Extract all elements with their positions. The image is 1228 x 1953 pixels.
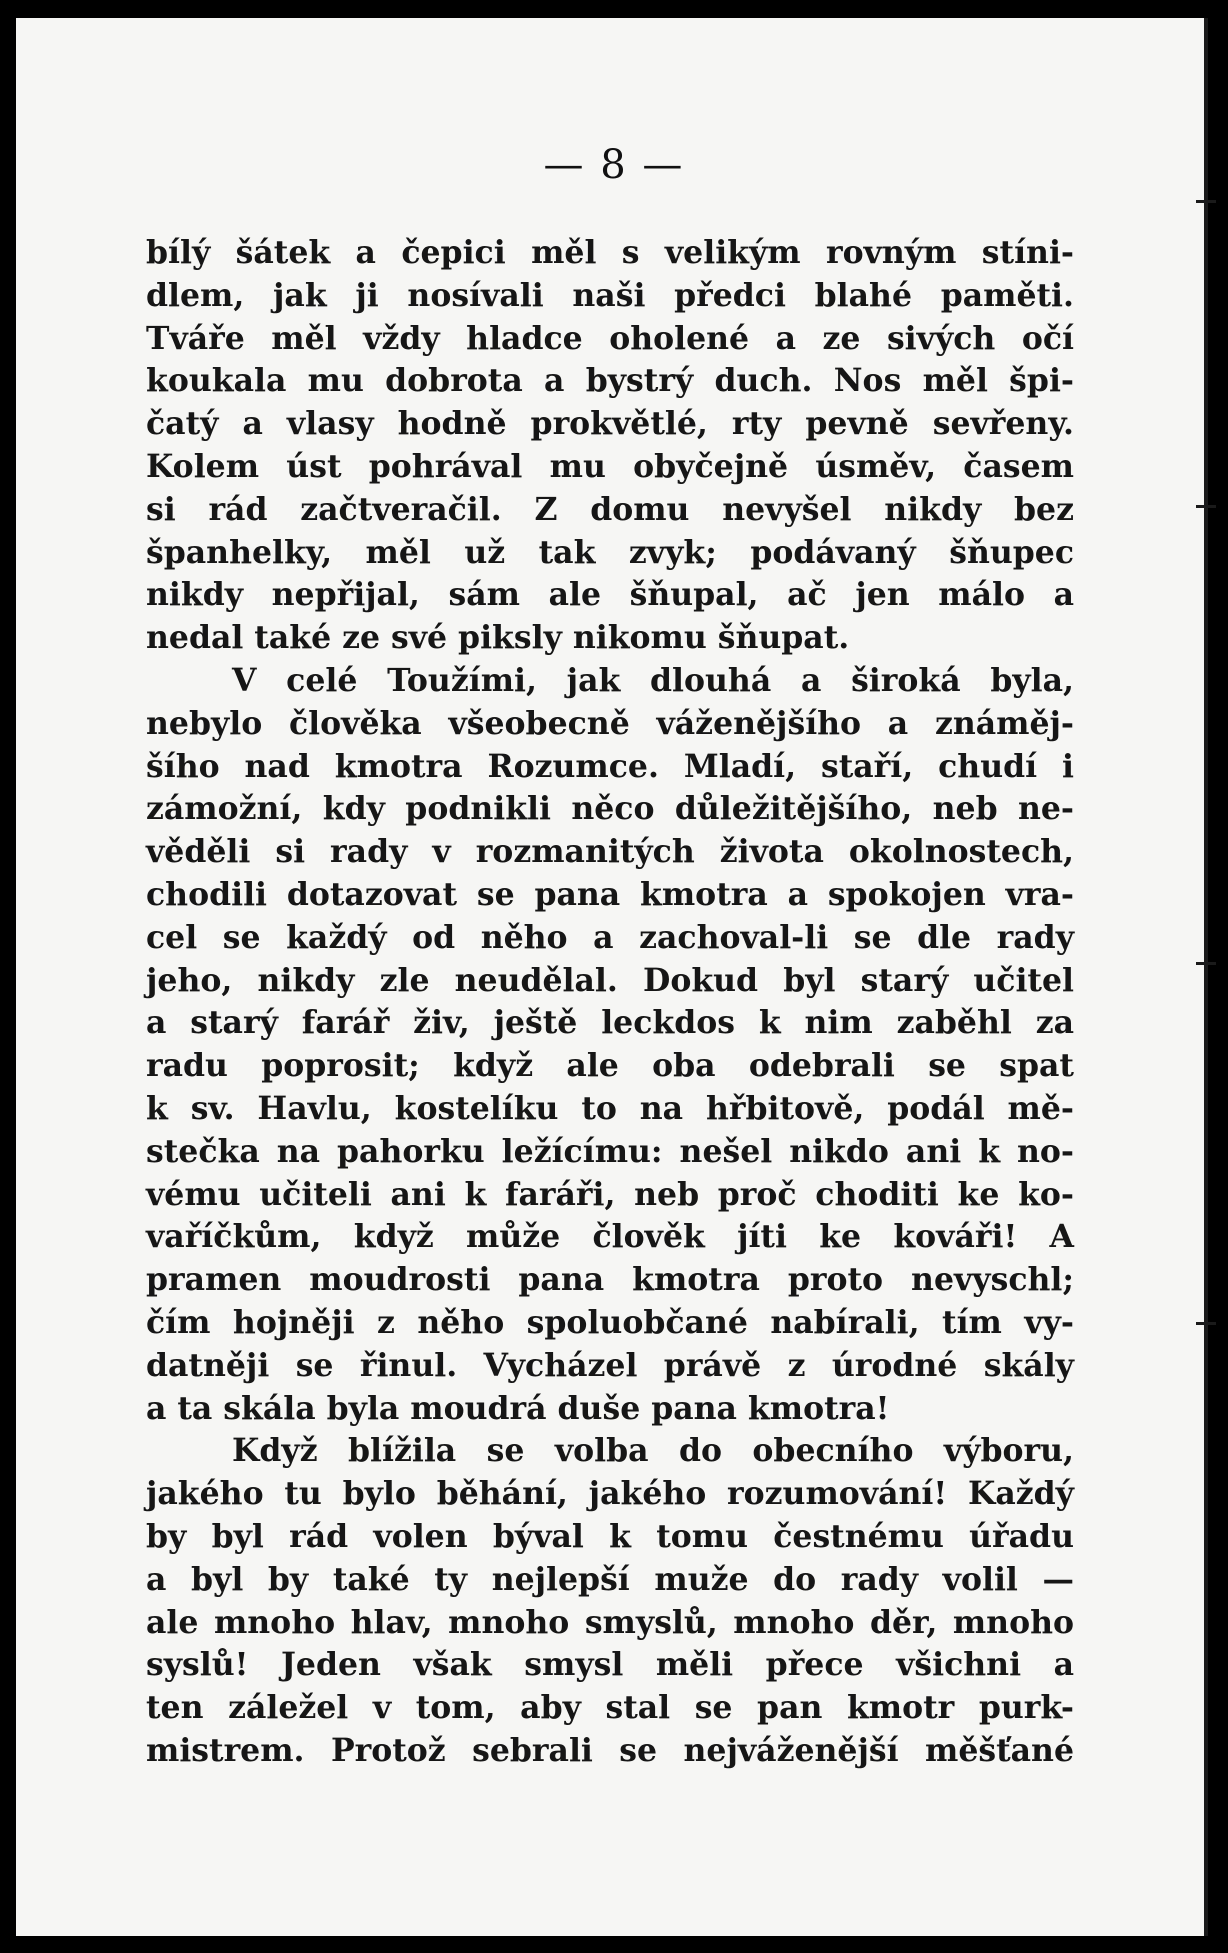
edge-tick (1196, 1322, 1216, 1325)
text-line: čatý a vlasy hodně prokvětlé, rty pevně sevřeny. (146, 405, 1074, 443)
paragraph-start-line: Když blížila se volba do obecního výboru, (232, 1432, 1074, 1470)
text-line: šího nad kmotra Rozumce. Mladí, staří, chudí i (146, 747, 1074, 785)
text-line: španhelky, měl už tak zvyk; podávaný šňupec (146, 533, 1074, 571)
body-text (146, 232, 1074, 1773)
edge-tick (1196, 962, 1216, 965)
text-line: mistrem. Protož sebrali se nejváženější měšťané (146, 1731, 1074, 1769)
text-line: k sv. Havlu, kostelíku to na hřbitově, podál mě- (146, 1089, 1074, 1127)
text-line: nebylo člověka všeobecně váženějšího a známěj- (146, 704, 1074, 742)
text-line: radu poprosit; když ale oba odebrali se spat (146, 1047, 1074, 1085)
text-line: věděli si rady v rozmanitých života okolnostech, (146, 833, 1074, 871)
page-number: — 8 — (543, 142, 685, 188)
text-line: nikdy nepřijal, sám ale šňupal, ač jen málo a (146, 576, 1074, 614)
text-line: vému učiteli ani k faráři, neb proč choditi ke ko- (146, 1175, 1074, 1213)
text-line: stečka na pahorku ležícímu: nešel nikdo ani k no- (146, 1132, 1074, 1170)
text-line: bílý šátek a čepici měl s velikým rovným stíni- (146, 234, 1074, 271)
text-line: dlem, jak ji nosívali naši předci blahé paměti. (146, 276, 1074, 314)
text-line: Tváře měl vždy hladce oholené a ze sivých očí (146, 319, 1074, 357)
edge-tick (1196, 505, 1216, 508)
text-line: vaříčkům, když může člověk jíti ke kováři! A (146, 1218, 1074, 1256)
text-line: jakého tu bylo běhání, jakého rozumování! Každý (146, 1475, 1074, 1513)
text-line: a ta skála byla moudrá duše pana kmotra! (146, 1389, 890, 1427)
page-edge-rule (1204, 18, 1208, 1936)
text-line: koukala mu dobrota a bystrý duch. Nos měl špi- (146, 362, 1074, 400)
text-line: datněji se řinul. Vycházel právě z úrodné skály (146, 1346, 1074, 1384)
paragraph-start-line: V celé Toužími, jak dlouhá a široká byla, (232, 661, 1074, 699)
text-line: ten záležel v tom, aby stal se pan kmotr purk- (146, 1689, 1074, 1727)
text-line: nedal také ze své piksly nikomu šňupat. (146, 619, 850, 657)
text-line: a starý farář živ, ještě leckdos k nim zaběhl za (146, 1004, 1074, 1042)
text-line: pramen moudrosti pana kmotra proto nevyschl; (146, 1261, 1074, 1299)
text-line: jeho, nikdy zle neudělal. Dokud byl starý učitel (146, 961, 1074, 999)
text-line: cel se každý od něho a zachoval-li se dle rady (146, 918, 1074, 956)
text-line: by byl rád volen býval k tomu čestnému úřadu (146, 1517, 1074, 1555)
text-line: chodili dotazovat se pana kmotra a spokojen vra- (146, 875, 1074, 913)
text-line: syslů! Jeden však smysl měli přece všichni a (146, 1646, 1074, 1684)
text-line: čím hojněji z něho spoluobčané nabírali, tím vy- (146, 1303, 1074, 1341)
text-line: ale mnoho hlav, mnoho smyslů, mnoho děr, mnoho (146, 1603, 1074, 1641)
text-line: a byl by také ty nejlepší muže do rady volil — (146, 1560, 1074, 1598)
text-line: Kolem úst pohrával mu obyčejně úsměv, časem (146, 447, 1074, 485)
text-line: si rád začtveračil. Z domu nevyšel nikdy bez (146, 490, 1074, 528)
edge-tick (1196, 200, 1216, 203)
text-line: zámožní, kdy podnikli něco důležitějšího, neb ne- (146, 790, 1074, 828)
